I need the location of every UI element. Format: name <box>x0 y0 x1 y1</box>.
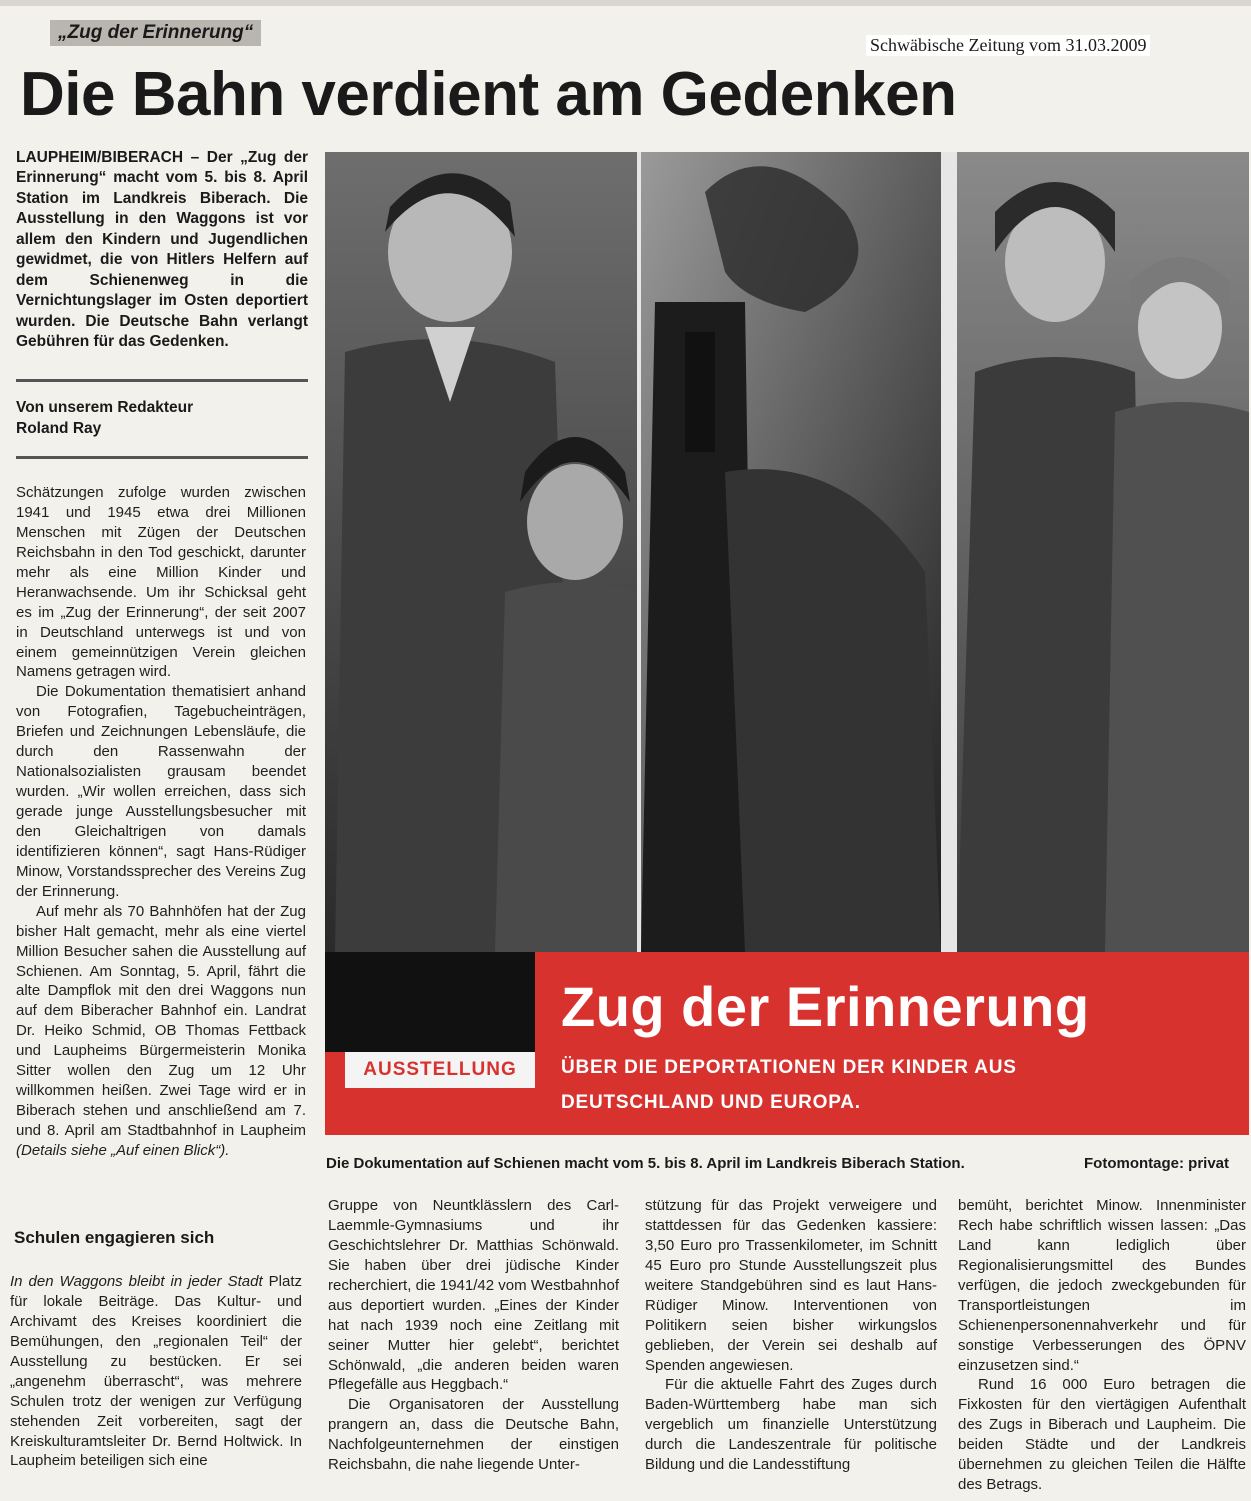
divider-top <box>16 379 308 382</box>
poster-subtitle-2: DEUTSCHLAND UND EUROPA. <box>561 1092 861 1113</box>
poster-subtitle-1: ÜBER DIE DEPORTATIONEN DER KINDER AUS <box>561 1057 1017 1078</box>
col1-paragraph-3-text: Auf mehr als 70 Bahnhöfen hat der Zug bisher Halt gemacht, mehr als eine viertel Million Besucher sahen die Ausstellung auf Schienen. Am Sonntag, 5. April, fährt die alte Dampflok mit den drei Waggons nun auf dem Biberacher Bahnhof ein. Landrat Dr. Heiko Schmid, OB Thomas Fettback und Laupheims Bürgermeisterin Monika Sitter wollen den Zug um 12 Uhr willkommen heißen. Zwei Tage wird er in Biberach stehen und anschließend am 7. und 8. April am Stadtbahnhof in Laupheim <box>16 902 306 1139</box>
byline-author: Roland Ray <box>16 419 102 437</box>
col1-details-ref: (Details siehe „Auf einen Blick“). <box>16 1141 230 1159</box>
col1-paragraph-2: Die Dokumentation thematisiert anhand von Fotografien, Tagebucheinträgen, Briefen und Zeichnungen Lebensläufe, die durch den Rassenwahn der Nationalsozialisten grausam beendet wurden. „Wir wollen erreichen, dass sich gerade junge Ausstellungsbesucher mit den Gleichaltrigen von damals identifizieren können“, sagt Hans-Rüdiger Minow, Vorstandssprecher des Vereins Zug der Erinnerung. <box>16 683 306 900</box>
col3-paragraph-2: Für die aktuelle Fahrt des Zuges durch Baden-Württemberg habe man sich vergeblich um finanzielle Unterstützung durch die Landeszentrale für politische Bildung und die Landesstiftung <box>645 1376 937 1474</box>
lead-paragraph: LAUPHEIM/BIBERACH – Der „Zug der Erinnerung“ macht vom 5. bis 8. April Station im Landkreis Biberach. Die Ausstellung in den Waggons ist vor allem den Kindern und Jugendlichen gewidmet, die von Hitlers Helfern auf dem Schienenweg in die Vernichtungslager im Osten deportiert wurden. Die Deutsche Bahn verlangt Gebühren für das Gedenken. <box>16 149 308 351</box>
source-note: Schwäbische Zeitung vom 31.03.2009 <box>866 35 1150 56</box>
col2-paragraph-1: Gruppe von Neuntklässlern des Carl-Laemmle-Gymnasiums und ihr Geschichtslehrer Dr. Matthias Schönwald. Sie haben über drei jüdische Kinder recherchiert, die 1941/42 vom Westbahnhof aus deportiert wurden. „Eines der Kinder hat nach 1939 noch eine Zeitlang mit seiner Mutter hier gelebt“, berichtet Schönwald, „die anderen beiden waren Pflegefälle aus Heggbach.“ <box>328 1197 619 1394</box>
kicker-label: „Zug der Erinnerung“ <box>50 20 261 46</box>
byline <box>16 398 308 440</box>
col3-paragraph-1: stützung für das Projekt verweigere und stattdessen für das Gedenken kassiere: 3,50 Euro pro Trassenkilometer, im Schnitt 45 Euro pro Stunde Ausstellungszeit plus weitere Standgebühren sind es laut Hans-Rüdiger Minow. Interventionen von Politikern seien bisher wirkungslos geblieben, der Verein sei deshalb auf Spenden angewiesen. <box>645 1197 937 1374</box>
photo-montage <box>325 152 1249 1135</box>
column-3 <box>645 1196 937 1475</box>
divider-bottom <box>16 456 308 459</box>
poster-title: Zug der Erinnerung <box>561 975 1090 1038</box>
col1-paragraph-4-text: Platz für lokale Beiträge. Das Kultur- und Archivamt des Kreises koordiniert die Bemühungen, den „regionalen Teil“ der Ausstellung zu bestücken. Er sei „angenehm überrascht“, was mehrere Schulen trotz der wenigen zur Verfügung stehenden Zeit vorbereiten, sagt der Kreiskulturamtsleiter Dr. Bernd Holtwick. In Laupheim beteiligen sich eine <box>10 1273 302 1470</box>
page-top-rule <box>0 0 1251 6</box>
photo-caption: Die Dokumentation auf Schienen macht vom 5. bis 8. April im Landkreis Biberach Station. <box>326 1155 965 1172</box>
column-2 <box>328 1196 619 1475</box>
col1-paragraph-4 <box>10 1272 302 1471</box>
col1-paragraph-3 <box>16 902 306 1161</box>
column-1-continued <box>10 1272 302 1471</box>
headline: Die Bahn verdient am Gedenken <box>20 60 957 129</box>
column-1 <box>16 483 306 1161</box>
col2-paragraph-2: Die Organisatoren der Ausstellung prangern an, dass die Deutsche Bahn, Nachfolgeunternehmen der einstigen Reichsbahn, die nahe liegende Unter- <box>328 1396 619 1474</box>
subhead-schulen: Schulen engagieren sich <box>14 1228 215 1247</box>
photo-credit: Fotomontage: privat <box>1084 1155 1229 1172</box>
col1-paragraph-4-lead: In den Waggons bleibt in jeder Stadt <box>10 1273 263 1290</box>
column-4 <box>958 1196 1246 1495</box>
poster-badge-label: AUSSTELLUNG <box>363 1059 517 1080</box>
col4-paragraph-1: bemüht, berichtet Minow. Innenminister Rech habe schriftlich wissen lassen: „Das Land kann lediglich über Regionalisierungsmittel des Bundes verfügen, die jedoch zweckgebunden für Transportleistungen im Schienenpersonennahverkehr und für sonstige Verbesserungen des ÖPNV einzusetzen sind.“ <box>958 1197 1246 1374</box>
col4-paragraph-2: Rund 16 000 Euro betragen die Fixkosten für den viertägigen Aufenthalt des Zugs in Biberach und Laupheim. Die beiden Städte und der Landkreis übernehmen zu gleichen Teilen die Hälfte des Betrags. <box>958 1376 1246 1494</box>
byline-role: Von unserem Redakteur <box>16 399 194 416</box>
col1-paragraph-1: Schätzungen zufolge wurden zwischen 1941 und 1945 etwa drei Millionen Menschen mit Zügen der Deutschen Reichsbahn in den Tod geschickt, darunter mehr als eine Million Kinder und Heranwachsende. Um ihr Schicksal geht es im „Zug der Erinnerung“, der seit 2007 in Deutschland unterwegs ist und von einem gemeinnützigen Verein gleichen Namens getragen wird. <box>16 484 306 681</box>
